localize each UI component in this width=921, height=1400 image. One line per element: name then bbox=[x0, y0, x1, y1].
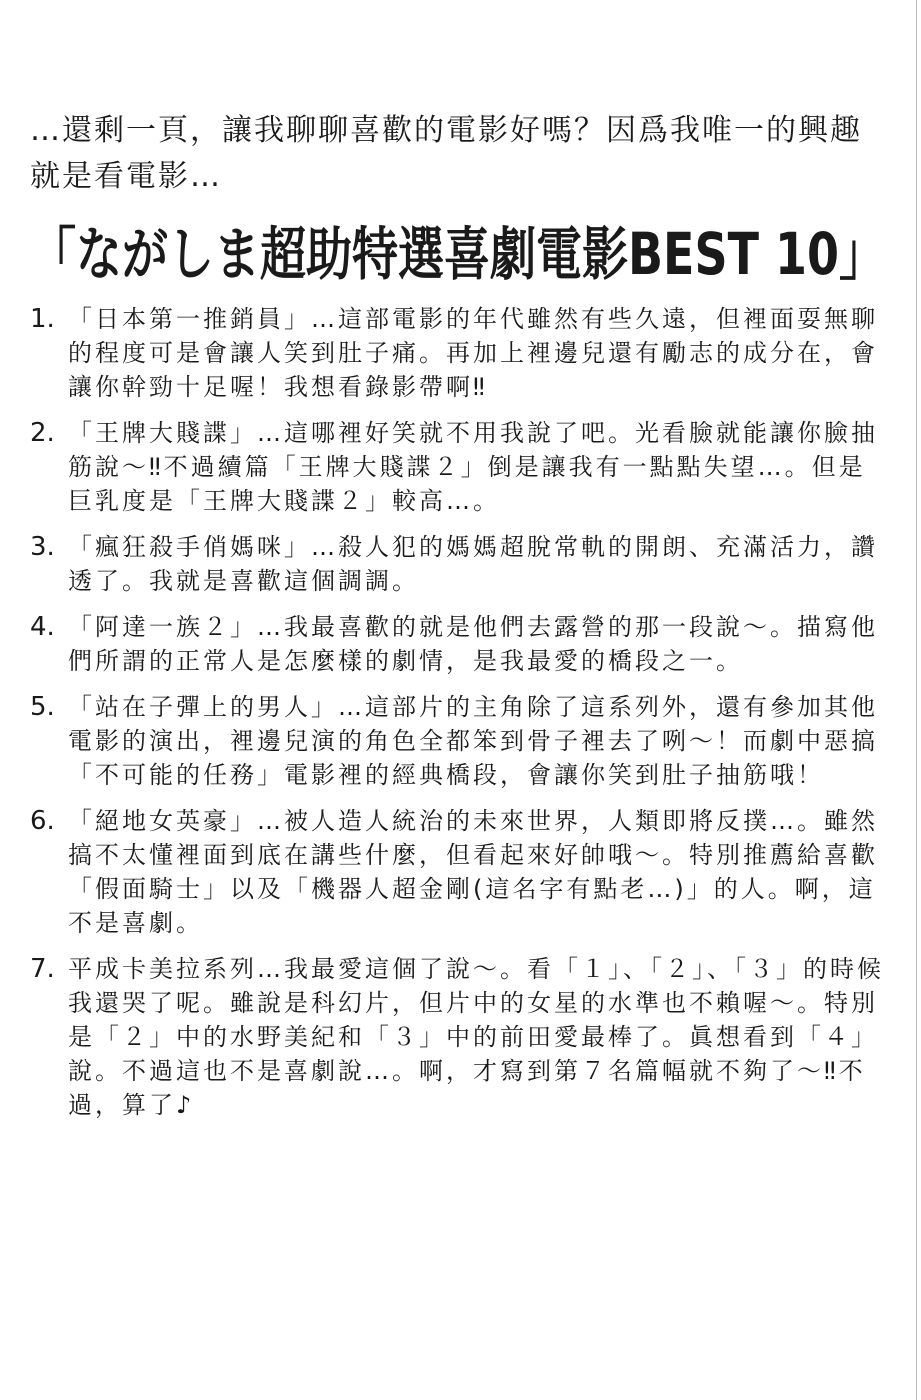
item-number: 4. bbox=[30, 612, 55, 642]
list-item bbox=[30, 804, 888, 940]
headline: 「ながしま超助特選喜劇電影BEST 10」 bbox=[30, 220, 886, 288]
item-number: 5. bbox=[30, 692, 55, 722]
list-item bbox=[30, 610, 888, 678]
item-text: 「日本第一推銷員」…這部電影的年代雖然有些久遠，但裡面耍無聊的程度可是會讓人笑到肚子痛。再加上裡邊兒還有勵志的成分在，會讓你幹勁十足喔！我想看錄影帶啊‼ bbox=[68, 305, 878, 401]
list-item bbox=[30, 952, 888, 1122]
item-number: 2. bbox=[30, 418, 55, 448]
item-text: 「王牌大賤諜」…這哪裡好笑就不用我說了吧。光看臉就能讓你臉抽筋說～‼不過續篇「王牌大賤諜２」倒是讓我有一點點失望…。但是巨乳度是「王牌大賤諜２」較高…。 bbox=[68, 419, 878, 515]
page-edge-line bbox=[916, 0, 917, 1400]
item-text: 「阿達一族２」…我最喜歡的就是他們去露營的那一段說～。描寫他們所謂的正常人是怎麼樣的劇情，是我最愛的橋段之一。 bbox=[68, 613, 878, 675]
item-text: 「絕地女英豪」…被人造人統治的未來世界，人類即將反撲…。雖然搞不太懂裡面到底在講些什麼，但看起來好帥哦～。特別推薦給喜歡「假面騎士」以及「機器人超金剛(這名字有點老…)」的人。啊，這不是喜劇。 bbox=[68, 807, 878, 937]
list-item bbox=[30, 302, 888, 404]
intro-text: …還剩一頁，讓我聊聊喜歡的電影好嗎？因爲我唯一的興趣就是看電影… bbox=[30, 113, 862, 194]
item-text: 「瘋狂殺手俏媽咪」…殺人犯的媽媽超脫常軌的開朗、充滿活力，讚透了。我就是喜歡這個調調。 bbox=[68, 533, 878, 595]
item-text: 平成卡美拉系列…我最愛這個了說～。看「１」、「２」、「３」的時候我還哭了呢。雖說是科幻片，但片中的女星的水準也不賴喔～。特別是「２」中的水野美紀和「３」中的前田愛最棒了。眞想看到「４」說。不過這也不是喜劇說…。啊，才寫到第７名篇幅就不夠了～‼不過，算了♪ bbox=[68, 955, 884, 1119]
movie-list bbox=[30, 302, 888, 1122]
page bbox=[30, 108, 888, 1134]
list-item bbox=[30, 530, 888, 598]
list-item bbox=[30, 416, 888, 518]
item-number: 6. bbox=[30, 806, 55, 836]
item-number: 7. bbox=[30, 954, 55, 984]
item-number: 3. bbox=[30, 532, 55, 562]
item-text: 「站在子彈上的男人」…這部片的主角除了這系列外，還有參加其他電影的演出，裡邊兒演的角色全都笨到骨子裡去了咧～！而劇中惡搞「不可能的任務」電影裡的經典橋段，會讓你笑到肚子抽筋哦！ bbox=[68, 693, 878, 789]
list-item bbox=[30, 690, 888, 792]
item-number: 1. bbox=[30, 304, 55, 334]
